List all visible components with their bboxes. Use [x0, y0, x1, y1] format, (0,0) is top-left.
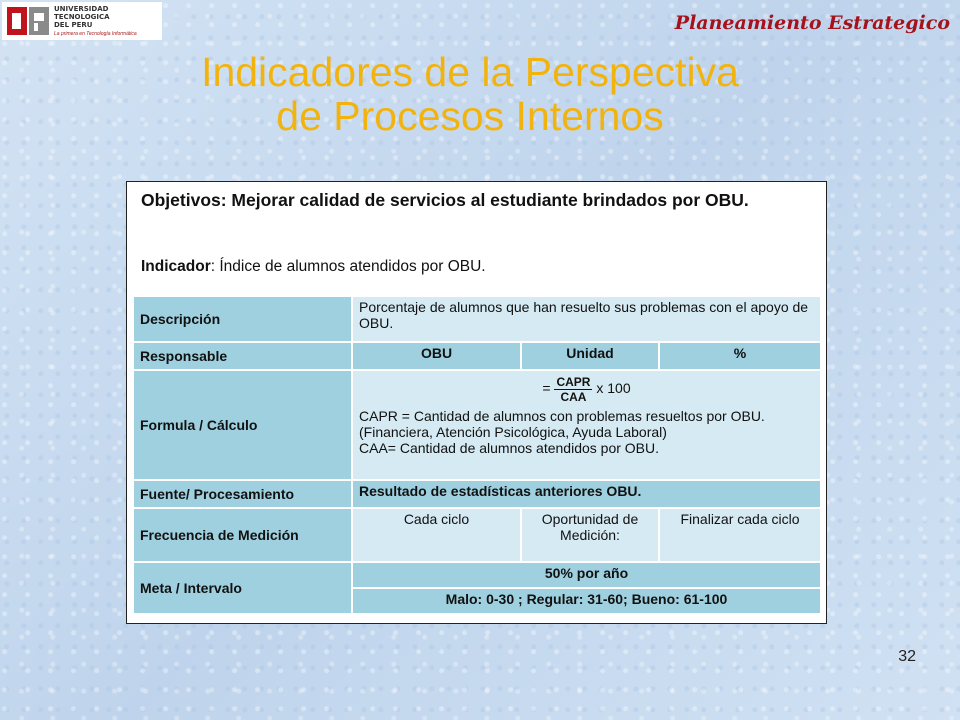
- responsable-value: OBU: [352, 342, 521, 370]
- meta-value: 50% por año: [352, 562, 821, 588]
- formula-key: Formula / Cálculo: [133, 370, 352, 480]
- row-fuente: [133, 480, 821, 508]
- unidad-label: Unidad: [521, 342, 659, 370]
- slide-title: [120, 50, 820, 138]
- row-descripcion: [133, 296, 821, 342]
- logo-tagline: La primera en Tecnología Informática: [54, 30, 137, 37]
- logo-line-1: UNIVERSIDAD: [54, 4, 109, 13]
- oportunidad-label: Oportunidad de Medición:: [521, 508, 659, 562]
- formula-desc-capr: CAPR = Cantidad de alumnos con problemas resueltos por OBU. (Financiera, Atención Psicológica, Ayuda Laboral): [359, 408, 765, 440]
- row-formula: [133, 370, 821, 480]
- objective-text: Objetivos: Mejorar calidad de servicios al estudiante brindados por OBU.: [141, 190, 749, 210]
- indicator-table: [132, 295, 822, 615]
- formula-value: [352, 370, 821, 480]
- meta-key: Meta / Intervalo: [133, 562, 352, 614]
- formula-denominator: CAA: [560, 390, 587, 404]
- course-name: Planeamiento Estrategico: [674, 12, 950, 34]
- frecuencia-key: Frecuencia de Medición: [133, 508, 352, 562]
- logo-line-2: TECNOLOGICA: [54, 12, 110, 21]
- descripcion-key: Descripción: [133, 296, 352, 342]
- indicator-value: : Índice de alumnos atendidos por OBU.: [210, 258, 486, 275]
- formula-prefix: =: [542, 380, 551, 397]
- utp-logo-icon: [6, 5, 50, 37]
- logo-line-3: DEL PERU: [54, 20, 93, 29]
- fuente-value: Resultado de estadísticas anteriores OBU.: [352, 480, 821, 508]
- formula-desc-caa: CAA= Cantidad de alumnos atendidos por OBU.: [359, 440, 660, 456]
- meta-interval: Malo: 0-30 ; Regular: 31-60; Bueno: 61-100: [352, 588, 821, 614]
- indicator-label: Indicador: [141, 258, 211, 275]
- formula-fraction: [554, 375, 592, 404]
- slide-title-line-2: de Procesos Internos: [276, 93, 664, 139]
- indicator-text: [141, 258, 486, 276]
- formula-suffix: x 100: [596, 380, 631, 397]
- unidad-value: %: [659, 342, 821, 370]
- row-responsable: [133, 342, 821, 370]
- row-frecuencia: [133, 508, 821, 562]
- oportunidad-value: Finalizar cada ciclo: [659, 508, 821, 562]
- formula-equation: [359, 375, 814, 404]
- slide-title-line-1: Indicadores de la Perspectiva: [201, 49, 739, 95]
- fuente-key: Fuente/ Procesamiento: [133, 480, 352, 508]
- row-meta: [133, 562, 821, 588]
- university-logo: [2, 2, 162, 40]
- responsable-key: Responsable: [133, 342, 352, 370]
- indicator-card: [126, 181, 827, 624]
- descripcion-value: Porcentaje de alumnos que han resuelto sus problemas con el apoyo de OBU.: [352, 296, 821, 342]
- frecuencia-value: Cada ciclo: [352, 508, 521, 562]
- formula-numerator: CAPR: [556, 375, 591, 389]
- page-number: 32: [898, 648, 916, 665]
